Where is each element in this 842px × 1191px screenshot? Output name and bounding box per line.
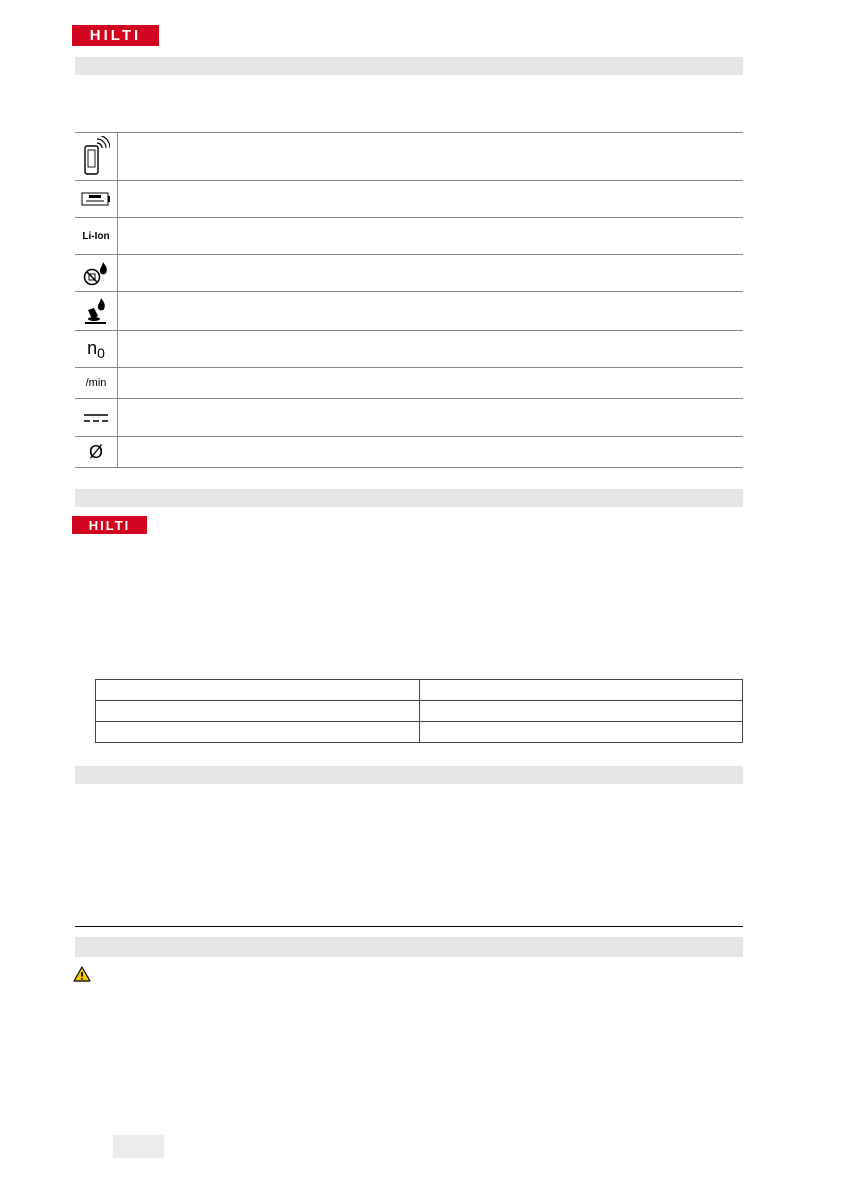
data-table <box>95 679 743 743</box>
section-header-bar <box>75 489 743 507</box>
section-header-bar <box>75 57 743 75</box>
symbol-row <box>75 133 743 181</box>
table-row <box>96 680 743 701</box>
symbol-description <box>118 255 744 292</box>
li-ion-icon: Li-Ion <box>75 218 118 255</box>
symbol-row <box>75 437 743 468</box>
table-cell <box>96 701 420 722</box>
hilti-logo: HILTI <box>72 25 159 46</box>
table-cell <box>419 680 743 701</box>
symbol-description <box>118 218 744 255</box>
hilti-battery-series-icon <box>75 181 118 218</box>
no-fire-battery-icon <box>75 255 118 292</box>
symbols-table <box>75 132 743 468</box>
symbol-row <box>75 255 743 292</box>
table-row <box>96 701 743 722</box>
divider <box>75 926 743 927</box>
symbol-row <box>75 181 743 218</box>
section-header-bar <box>75 937 743 957</box>
symbol-description <box>118 399 744 437</box>
diameter-icon: Ø <box>75 437 118 468</box>
table-cell <box>96 680 420 701</box>
wireless-device-icon <box>75 133 118 181</box>
symbol-row <box>75 292 743 331</box>
symbol-row <box>75 399 743 437</box>
direct-current-icon <box>75 399 118 437</box>
warning-icon <box>73 966 91 982</box>
battery-drop-fire-icon <box>75 292 118 331</box>
page-number-box <box>113 1135 164 1158</box>
symbol-description <box>118 437 744 468</box>
symbol-row <box>75 331 743 368</box>
section-header-bar <box>75 766 743 784</box>
table-cell <box>419 701 743 722</box>
table-row <box>96 722 743 743</box>
per-minute-icon: /min <box>75 368 118 399</box>
symbol-description <box>118 331 744 368</box>
table-cell <box>419 722 743 743</box>
symbol-description <box>118 133 744 181</box>
hilti-logo: HILTI <box>72 516 147 534</box>
symbol-row <box>75 218 743 255</box>
symbol-description <box>118 181 744 218</box>
symbol-row <box>75 368 743 399</box>
table-cell <box>96 722 420 743</box>
symbol-description <box>118 292 744 331</box>
symbol-description <box>118 368 744 399</box>
rated-speed-icon: $n_0$ <box>75 331 118 368</box>
